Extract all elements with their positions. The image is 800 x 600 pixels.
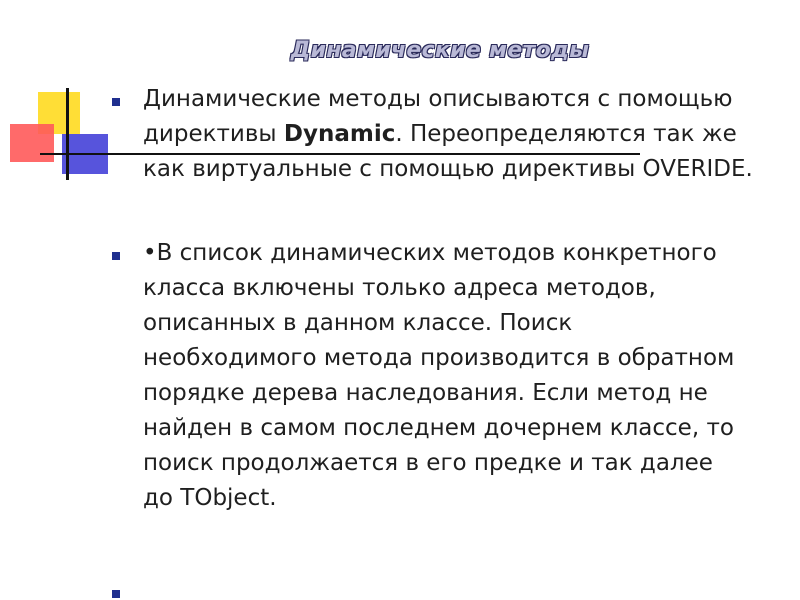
logo-squares-icon xyxy=(0,0,130,190)
square-bullet-icon xyxy=(112,590,120,598)
bullet-1-text-a: Динамические методы описываются с помощью директивы xyxy=(143,86,733,147)
square-bullet-icon xyxy=(112,98,120,106)
bullet-item-dynamic-directive xyxy=(143,82,783,187)
square-bullet-icon xyxy=(112,252,120,260)
bullet-1-keyword-dynamic: Dynamic xyxy=(283,121,396,147)
bullet-1-text-b: . Переопределяются так же как виртуальные с помощью директивы OVERIDE. xyxy=(143,121,753,182)
logo-red-square xyxy=(10,124,54,162)
slide-title: Динамические методы xyxy=(290,38,590,63)
logo-vertical-line xyxy=(66,88,69,180)
bullet-item-dynamic-method-list: •В список динамических методов конкретного класса включены только адреса методов, описанных в данном классе. Поиск необходимого метода производится в обратном порядке дерева наследования. Если метод не найден в самом последнем дочернем классе, то поиск продолжается в его предке и так далее до TObject. xyxy=(143,240,735,511)
